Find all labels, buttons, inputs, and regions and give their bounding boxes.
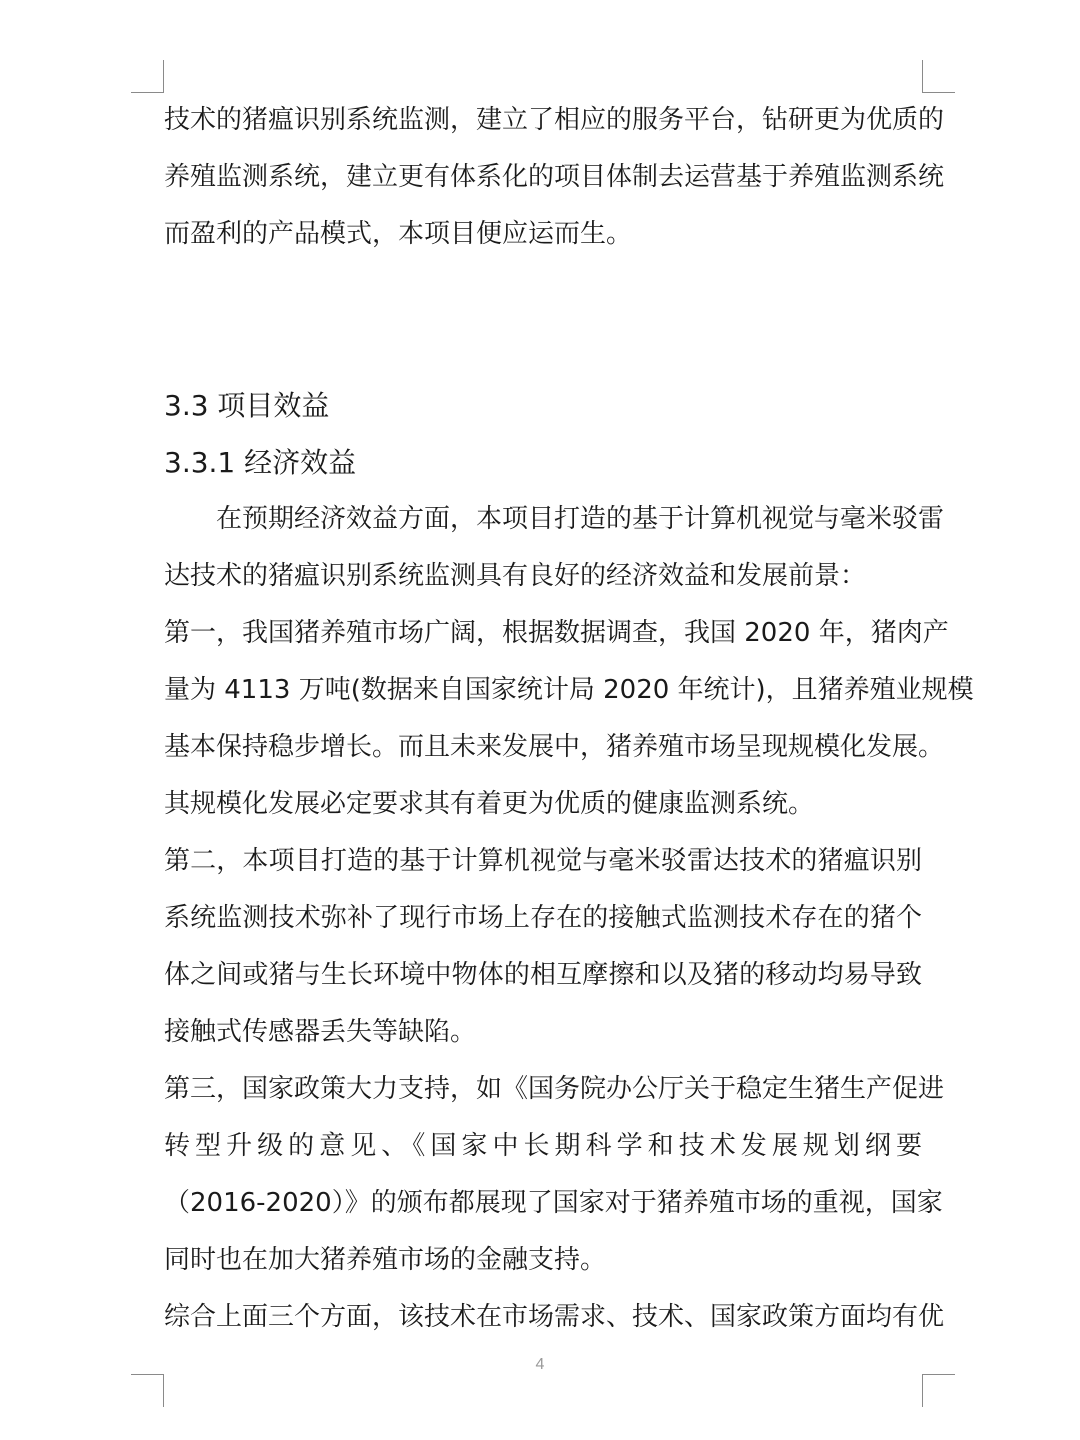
paragraph-line: 第二，本项目打造的基于计算机视觉与毫米驳雷达技术的猪瘟识别: [164, 846, 922, 876]
paragraph-line: 在预期经济效益方面，本项目打造的基于计算机视觉与毫米驳雷: [216, 504, 945, 534]
paragraph-line: 接触式传感器丢失等缺陷。: [164, 1017, 477, 1047]
paragraph-line: 基本保持稳步增长。而且未来发展中，猪养殖市场呈现规模化发展。: [164, 732, 945, 762]
paragraph-line: （2016-2020）》的颁布都展现了国家对于猪养殖市场的重视，国家: [164, 1188, 943, 1218]
crop-mark-bottom-right: [922, 1374, 955, 1407]
paragraph-line: 第一，我国猪养殖市场广阔，根据数据调查，我国 2020 年，猪肉产: [164, 618, 949, 648]
paragraph-line: 第三，国家政策大力支持，如《国务院办公厅关于稳定生猪生产促进: [164, 1074, 945, 1104]
paragraph-line: 转型升级的意见、《国家中长期科学和技术发展规划纲要: [164, 1131, 922, 1161]
document-body: [164, 92, 974, 1346]
intro-paragraph: [164, 491, 945, 605]
paragraph-line: 而盈利的产品模式，本项目便应运而生。: [164, 219, 633, 249]
point-two-paragraph: [164, 833, 922, 1061]
paragraph-line: 同时也在加大猪养殖市场的金融支持。: [164, 1245, 607, 1275]
summary-paragraph: [164, 1289, 945, 1346]
crop-mark-bottom-left: [131, 1374, 164, 1407]
subsection-heading: 3.3.1 经济效益: [164, 446, 357, 479]
point-one-paragraph: [164, 605, 974, 833]
paragraph-line: 综合上面三个方面，该技术在市场需求、技术、国家政策方面均有优: [164, 1302, 945, 1332]
blank-space: [164, 263, 922, 377]
paragraph-line: 技术的猪瘟识别系统监测，建立了相应的服务平台，钻研更为优质的: [164, 105, 945, 135]
paragraph-line: 系统监测技术弥补了现行市场上存在的接触式监测技术存在的猪个: [164, 903, 922, 933]
paragraph-line: 其规模化发展必定要求其有着更为优质的健康监测系统。: [164, 789, 815, 819]
paragraph-line: 量为 4113 万吨(数据来自国家统计局 2020 年统计)，且猪养殖业规模: [164, 675, 974, 705]
top-paragraph: [164, 92, 945, 263]
section-heading: 3.3 项目效益: [164, 389, 330, 422]
point-three-paragraph: [164, 1061, 945, 1289]
page-number: 4: [535, 1356, 545, 1373]
crop-mark-top-right: [922, 60, 955, 93]
paragraph-line: 养殖监测系统，建立更有体系化的项目体制去运营基于养殖监测系统: [164, 162, 945, 192]
crop-mark-top-left: [131, 60, 164, 93]
paragraph-line: 体之间或猪与生长环境中物体的相互摩擦和以及猪的移动均易导致: [164, 960, 922, 990]
paragraph-line: 达技术的猪瘟识别系统监测具有良好的经济效益和发展前景：: [164, 561, 867, 591]
